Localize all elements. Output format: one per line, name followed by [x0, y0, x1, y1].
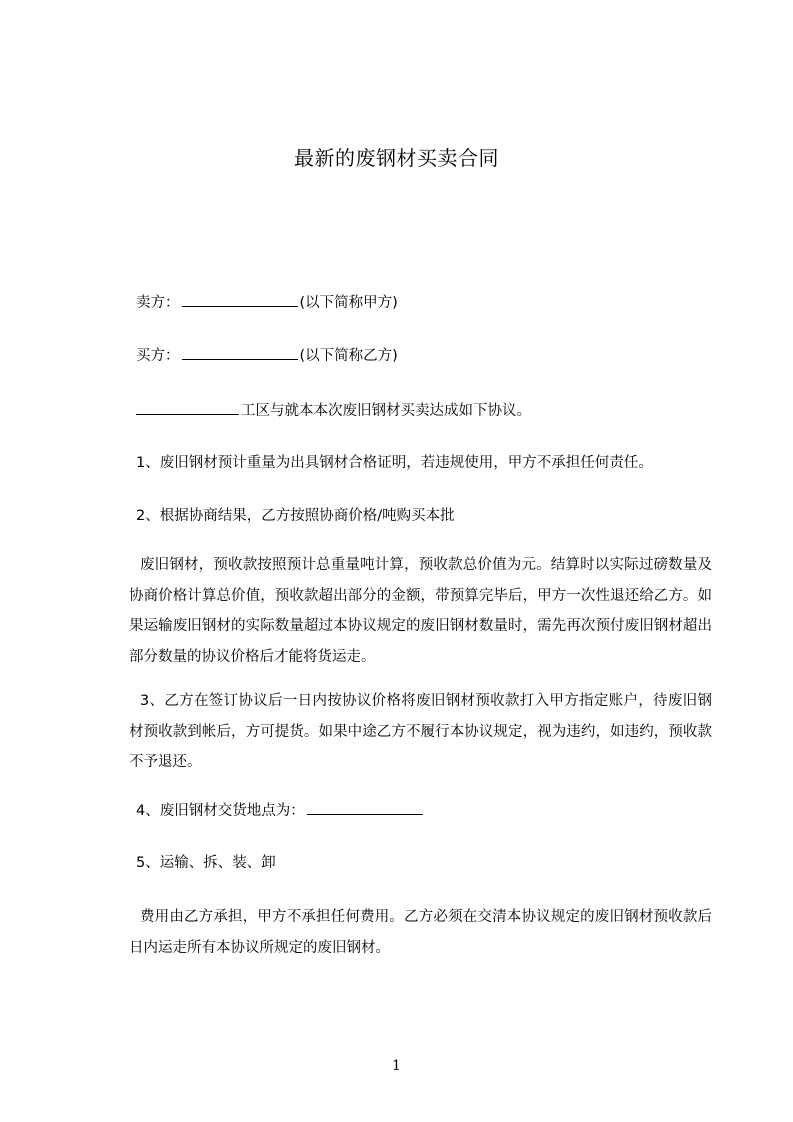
intro-blank [136, 400, 239, 415]
clause-4-label: 4、废旧钢材交货地点为： [136, 803, 305, 819]
clause-4 [136, 800, 425, 821]
clause-5-body: 费用由乙方承担，甲方不承担任何费用。乙方必须在交清本协议规定的废旧钢材预收款后日内运走所有本协议所规定的废旧钢材。 [129, 909, 712, 956]
seller-blank [182, 292, 298, 307]
clause-2-body: 废旧钢材，预收款按照预计总重量吨计算，预收款总价值为元。结算时以实际过磅数量及协商价格计算总价值，预收款超出部分的金额，带预算完毕后，甲方一次性退还给乙方。如果运输废旧钢材的实际数量超过本协议规定的废旧钢材数量时，需先再次预付废旧钢材超出部分数量的协议价格后才能将货运走。 [129, 557, 712, 665]
seller-note: (以下简称甲方) [299, 295, 398, 311]
seller-label: 卖方： [136, 295, 180, 311]
clause-1: 1、废旧钢材预计重量为出具钢材合格证明，若违规使用，甲方不承担任何责任。 [136, 455, 653, 471]
page-number: 1 [392, 1058, 401, 1074]
intro-line [136, 400, 531, 421]
buyer-note: (以下简称乙方) [299, 348, 398, 364]
buyer-line [136, 345, 398, 366]
buyer-blank [182, 345, 298, 360]
intro-text: 工区与就本本次废旧钢材买卖达成如下协议。 [241, 403, 531, 419]
page-title: 最新的废钢材买卖合同 [294, 146, 499, 170]
buyer-label: 买方： [136, 348, 180, 364]
clause-4-blank [307, 800, 423, 815]
clause-2: 2、根据协商结果，乙方按照协商价格/吨购买本批 [136, 508, 455, 524]
clause-5: 5、运输、拆、装、卸 [136, 855, 276, 871]
clause-3: 3、乙方在签订协议后一日内按协议价格将废旧钢材预收款打入甲方指定账户，待废旧钢材预收款到帐后，方可提货。如果中途乙方不履行本协议规定，视为违约，如违约，预收款不予退还。 [129, 693, 712, 770]
seller-line [136, 292, 398, 313]
